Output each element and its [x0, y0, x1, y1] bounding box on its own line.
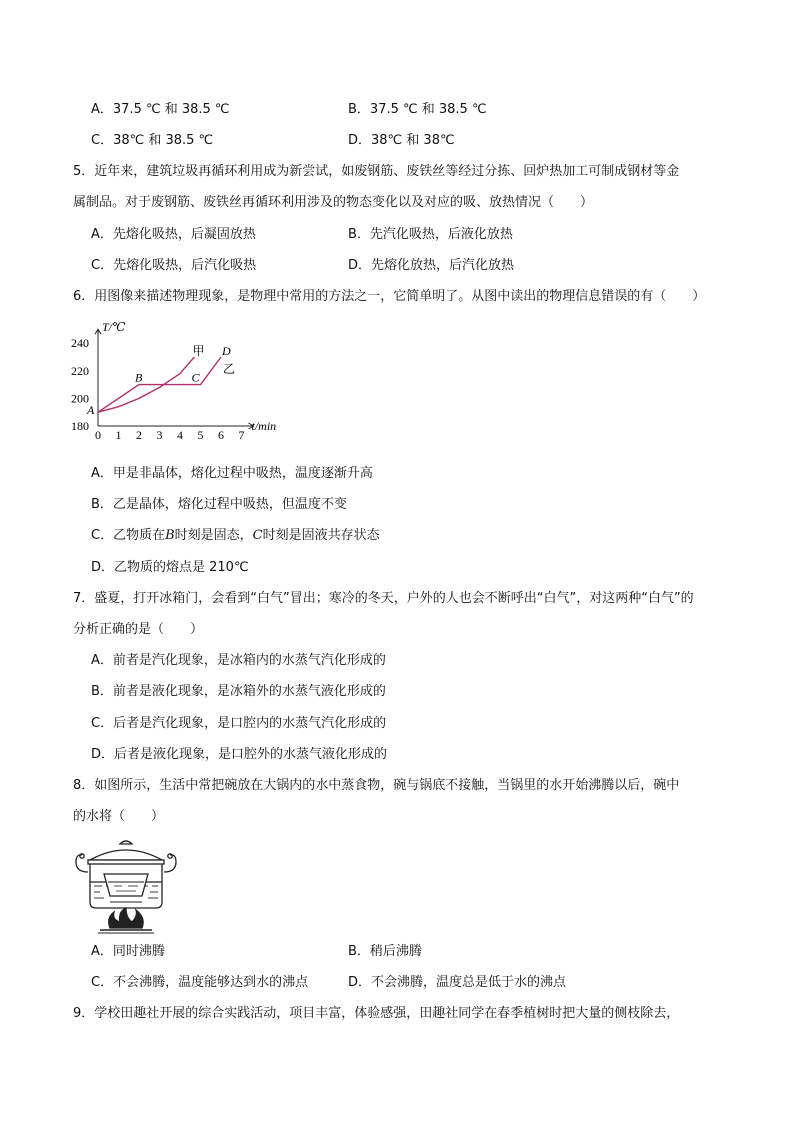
x-tick-label: 4 [177, 428, 183, 442]
y-tick-label: 180 [71, 419, 89, 433]
q7-option-d: D．后者是液化现象，是口腔外的水蒸气液化形成的 [91, 747, 388, 762]
q6-option-c-part3: 时刻是固液共存状态 [262, 528, 380, 543]
steaming-pot-illustration [70, 838, 182, 936]
q8-stem-line2: 的水将（ ） [73, 809, 165, 824]
point-label-b: B [135, 370, 143, 385]
q8-stem-line1: 8．如图所示，生活中常把碗放在大锅内的水中蒸食物，碗与锅底不接触，当锅里的水开始沸腾以后，碗中 [73, 778, 680, 793]
q8-option-d: D．不会沸腾，温度总是低于水的沸点 [348, 975, 567, 990]
q5-option-b: B．先汽化吸热，后液化放热 [348, 227, 513, 242]
series-jia-label: 甲 [192, 344, 205, 358]
point-label-c: C [191, 370, 200, 385]
y-axis-label: T/℃ [102, 320, 126, 335]
q8-option-a: A．同时沸腾 [91, 944, 165, 959]
q4-option-a: A．37.5 ℃ 和 38.5 ℃ [91, 102, 230, 117]
q6-option-a: A．甲是非晶体，熔化过程中吸热，温度逐渐升高 [91, 466, 373, 481]
q4-option-d: D．38℃ 和 38℃ [348, 133, 455, 148]
lid-knob [120, 841, 132, 844]
q8-option-b: B．稍后沸腾 [348, 944, 422, 959]
q4-option-b: B．37.5 ℃ 和 38.5 ℃ [348, 102, 487, 117]
q4-option-c: C．38℃ 和 38.5 ℃ [91, 133, 214, 148]
left-handle [76, 855, 88, 872]
q5-option-a: A．先熔化吸热，后凝固放热 [91, 227, 256, 242]
temperature-time-graph [68, 318, 298, 448]
x-tick-label: 7 [238, 428, 245, 442]
q5-option-c: C．先熔化吸热，后汽化吸热 [91, 258, 257, 273]
q9-stem-line1: 9．学校田趣社开展的综合实践活动，项目丰富，体验感强，田趣社同学在春季植树时把大量的侧枝除去， [73, 1006, 680, 1021]
x-tick-label: 5 [197, 428, 204, 442]
bowl [104, 874, 148, 896]
q8-option-c: C．不会沸腾，温度能够达到水的沸点 [91, 975, 309, 990]
q6-stem: 6．用图像来描述物理现象，是物理中常用的方法之一，它简单明了。从图中读出的物理信息错误的有（ ） [73, 289, 706, 304]
q7-stem-line1: 7．盛夏，打开冰箱门，会看到“白气”冒出；寒冷的冬天，户外的人也会不断呼出“白气”，对这两种“白气”的 [73, 591, 694, 606]
q7-option-b: B．前者是液化现象，是冰箱外的水蒸气液化形成的 [91, 684, 386, 699]
q6-option-c-part1: C．乙物质在 [91, 528, 166, 543]
q7-option-a: A．前者是汽化现象，是冰箱内的水蒸气汽化形成的 [91, 653, 386, 668]
series-yi-label: 乙 [223, 362, 236, 376]
y-tick-label: 240 [71, 336, 89, 351]
x-axis-label: t/min [251, 419, 277, 433]
flame [109, 908, 143, 928]
q7-option-c: C．后者是汽化现象，是口腔内的水蒸气汽化形成的 [91, 716, 387, 731]
y-tick-label: 200 [71, 391, 89, 406]
y-tick-label: 220 [71, 363, 89, 378]
right-handle [164, 855, 176, 872]
graph-labels [86, 320, 276, 433]
pot-lid [90, 850, 162, 860]
q5-option-d: D．先熔化放热，后汽化放热 [348, 258, 515, 273]
x-tick-label: 3 [156, 428, 163, 442]
point-label-a: A [87, 403, 95, 418]
q6-option-c [91, 527, 380, 545]
q5-stem-line2: 属制品。对于废钢筋、废铁丝再循环利用涉及的物态变化以及对应的吸、放热情况（ ） [73, 195, 594, 210]
q7-stem-line2: 分析正确的是（ ） [73, 622, 204, 637]
q6-option-b: B．乙是晶体，熔化过程中吸热，但温度不变 [91, 497, 347, 512]
x-tick-label: 2 [136, 428, 142, 442]
x-tick-label: 6 [218, 428, 224, 442]
q6-option-c-part2: 时刻是固态， [174, 528, 253, 543]
point-label-d: D [222, 344, 231, 358]
x-tick-label: 1 [115, 428, 122, 442]
q6-option-c-point-b: B [165, 528, 175, 543]
series-yi-line [98, 357, 221, 412]
q6-option-d: D．乙物质的熔点是 210℃ [91, 560, 249, 575]
lid-rim [88, 860, 164, 864]
x-tick-label: 0 [95, 428, 101, 442]
q5-stem-line1: 5．近年来，建筑垃圾再循环利用成为新尝试，如废钢筋、废铁丝等经过分拣、回炉热加工可制成钢材等金 [73, 164, 680, 179]
graph-curves [98, 357, 221, 412]
q6-option-c-point-c: C [252, 528, 263, 543]
